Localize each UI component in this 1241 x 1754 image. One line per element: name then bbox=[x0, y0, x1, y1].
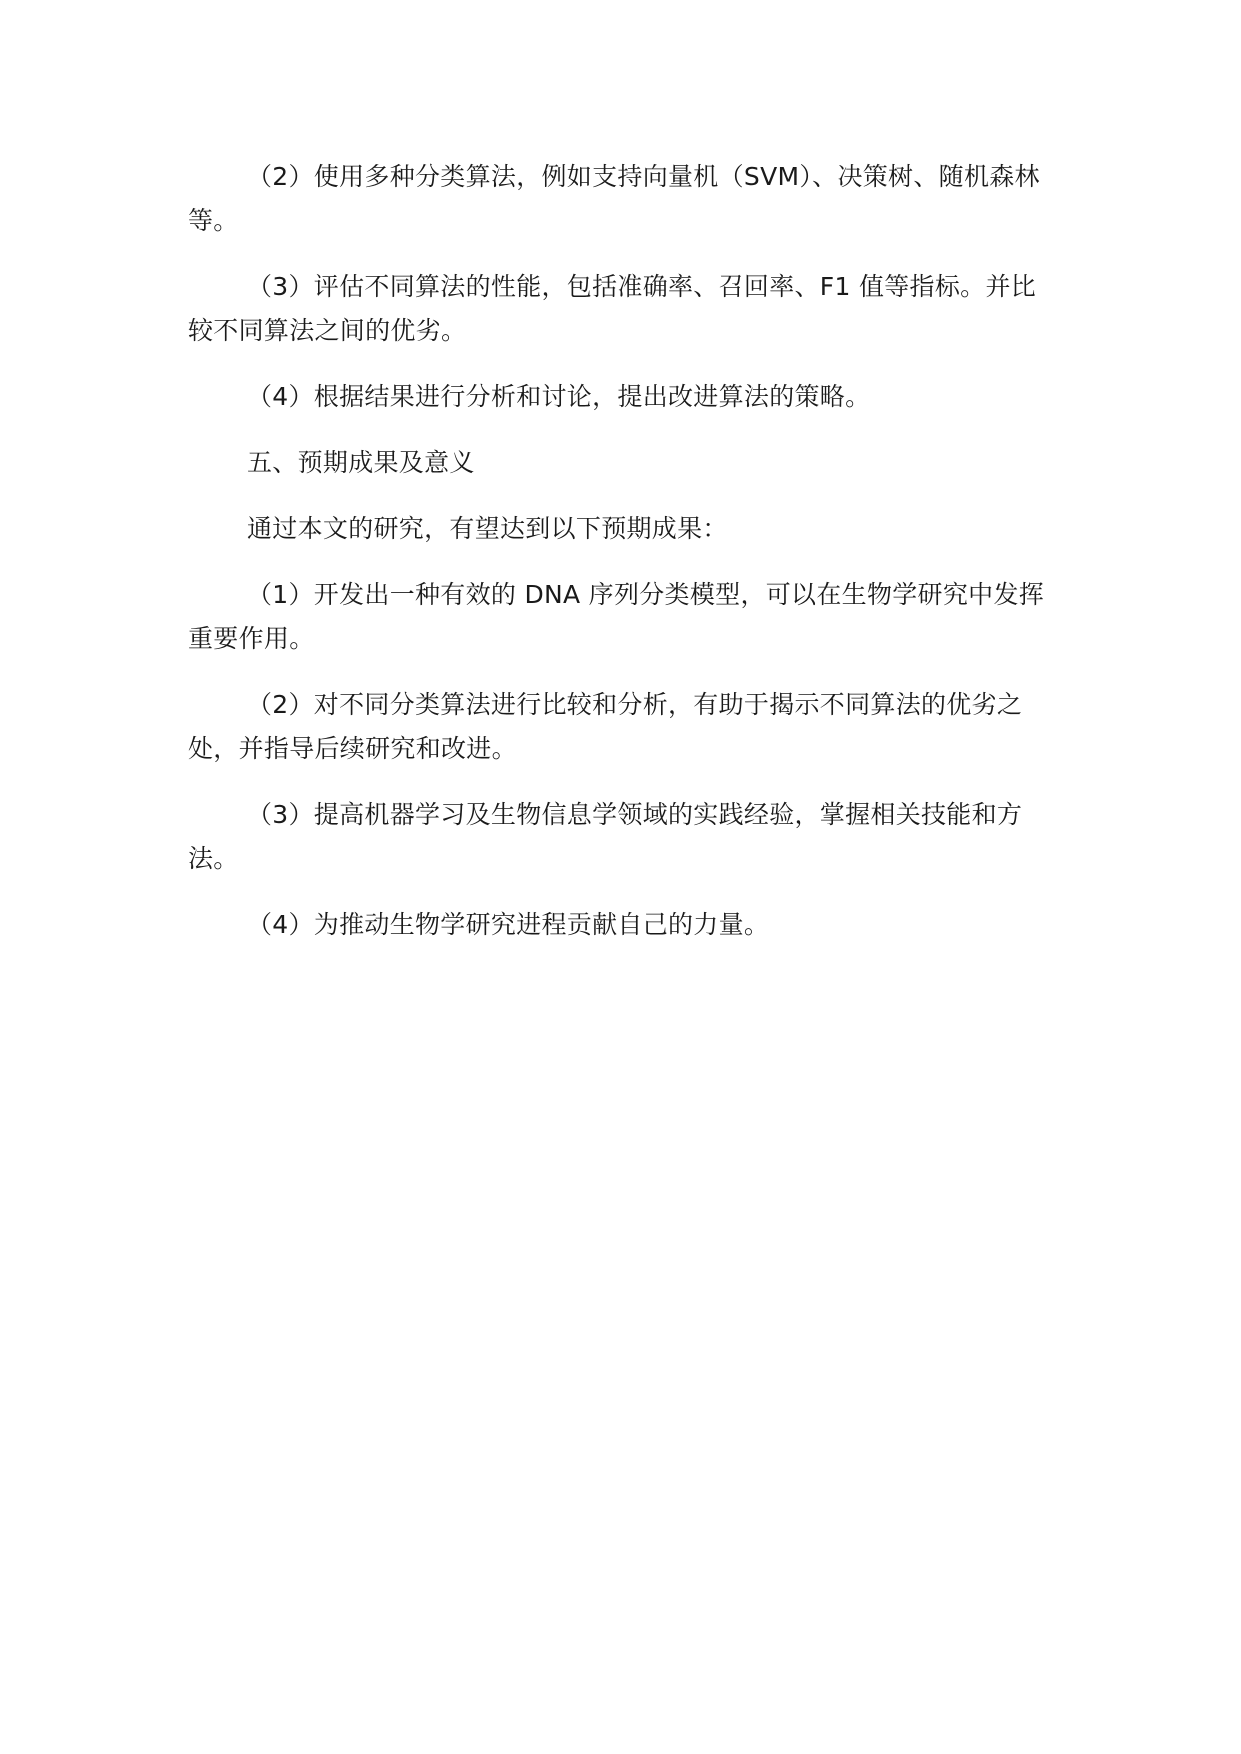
section-heading: 五、预期成果及意义 bbox=[247, 448, 475, 477]
paragraph-outcome-2: （2）对不同分类算法进行比较和分析，有助于揭示不同算法的优劣之处，并指导后续研究和改进。 bbox=[188, 690, 1023, 763]
paragraph-method-3: （3）评估不同算法的性能，包括准确率、召回率、F1 值等指标。并比较不同算法之间的优劣。 bbox=[188, 272, 1037, 345]
paragraph-outcome-4: （4）为推动生物学研究进程贡献自己的力量。 bbox=[247, 910, 770, 939]
paragraph-method-2: （2）使用多种分类算法，例如支持向量机（SVM）、决策树、随机森林等。 bbox=[188, 162, 1040, 235]
paragraph-outcome-3: （3）提高机器学习及生物信息学领域的实践经验，掌握相关技能和方法。 bbox=[188, 800, 1023, 873]
document-body bbox=[188, 155, 1058, 969]
paragraph-outcome-1: （1）开发出一种有效的 DNA 序列分类模型，可以在生物学研究中发挥重要作用。 bbox=[188, 580, 1045, 653]
paragraph-method-4: （4）根据结果进行分析和讨论，提出改进算法的策略。 bbox=[247, 382, 871, 411]
paragraph-intro: 通过本文的研究，有望达到以下预期成果： bbox=[247, 514, 728, 543]
